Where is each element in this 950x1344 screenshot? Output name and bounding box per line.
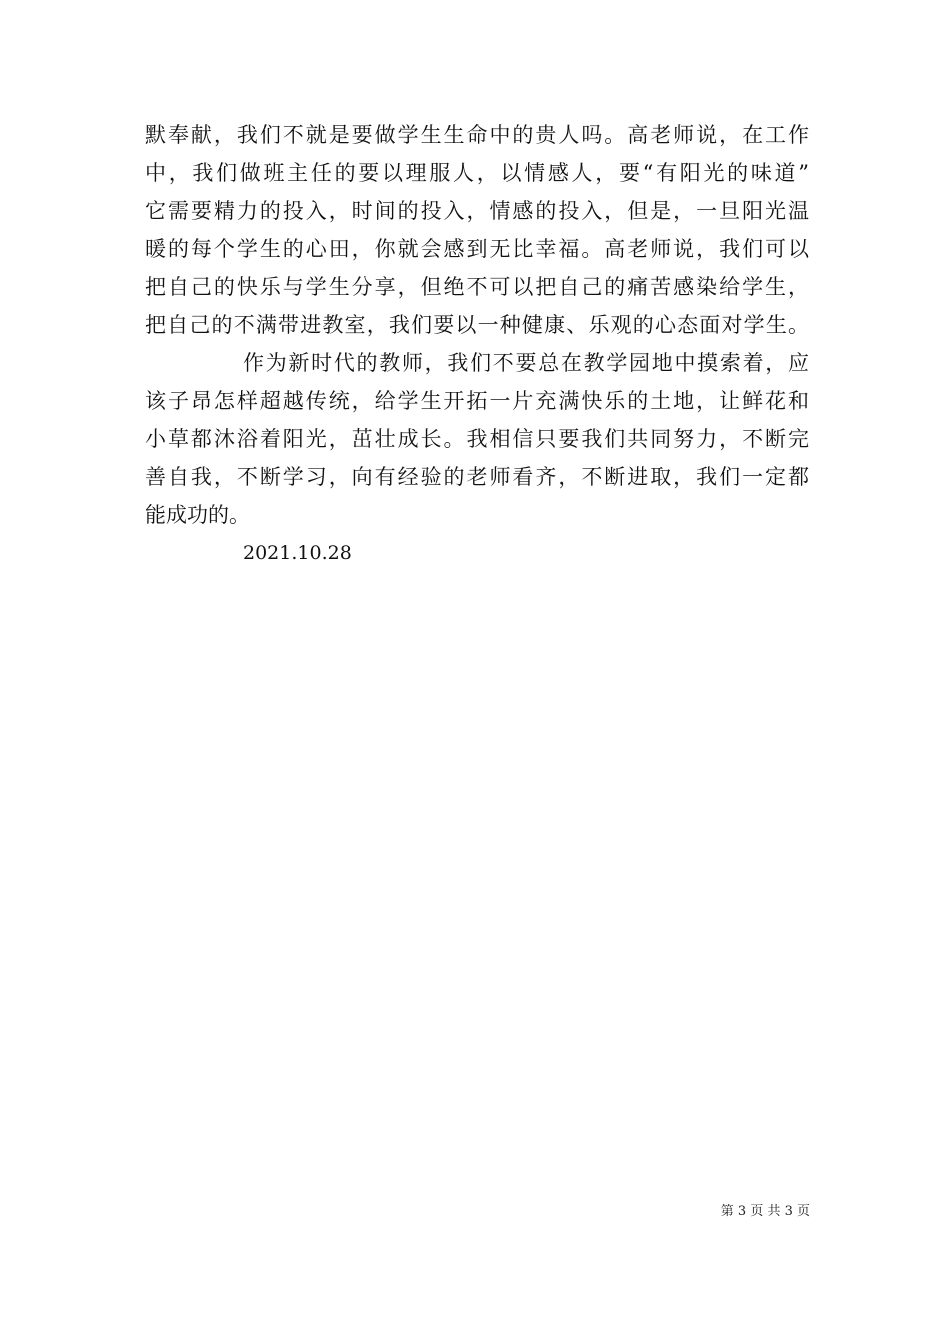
paragraph-2-line-2: 该子昂怎样超越传统，给学生开拓一片充满快乐的土地，让鲜花和 bbox=[145, 389, 809, 413]
paragraph-2-line-4: 善自我，不断学习，向有经验的老师看齐，不断进取，我们一定都 bbox=[145, 465, 809, 489]
paragraph-1-line-4: 暖的每个学生的心田，你就会感到无比幸福。高老师说，我们可以 bbox=[145, 237, 809, 261]
paragraph-1-line-3: 它需要精力的投入，时间的投入，情感的投入，但是，一旦阳光温 bbox=[145, 199, 809, 223]
paragraph-2-line-3: 小草都沐浴着阳光，茁壮成长。我相信只要我们共同努力，不断完 bbox=[145, 427, 809, 451]
paragraph-2-line-5: 能成功的。 bbox=[145, 503, 250, 527]
paragraph-1-line-1: 默奉献，我们不就是要做学生生命中的贵人吗。高老师说，在工作 bbox=[145, 123, 809, 147]
paragraph-1-line-6: 把自己的不满带进教室，我们要以一种健康、乐观的心态面对学生。 bbox=[145, 313, 809, 337]
paragraph-1-line-5: 把自己的快乐与学生分享，但绝不可以把自己的痛苦感染给学生， bbox=[145, 275, 809, 299]
page-number-footer: 第 3 页 共 3 页 bbox=[720, 1204, 810, 1219]
document-body bbox=[145, 116, 809, 534]
document-date: 2021.10.28 bbox=[243, 542, 352, 564]
paragraph-1-line-2: 中，我们做班主任的要以理服人，以情感人，要“有阳光的味道” bbox=[145, 161, 809, 185]
paragraph-2-line-1: 作为新时代的教师，我们不要总在教学园地中摸索着，应 bbox=[243, 351, 809, 375]
